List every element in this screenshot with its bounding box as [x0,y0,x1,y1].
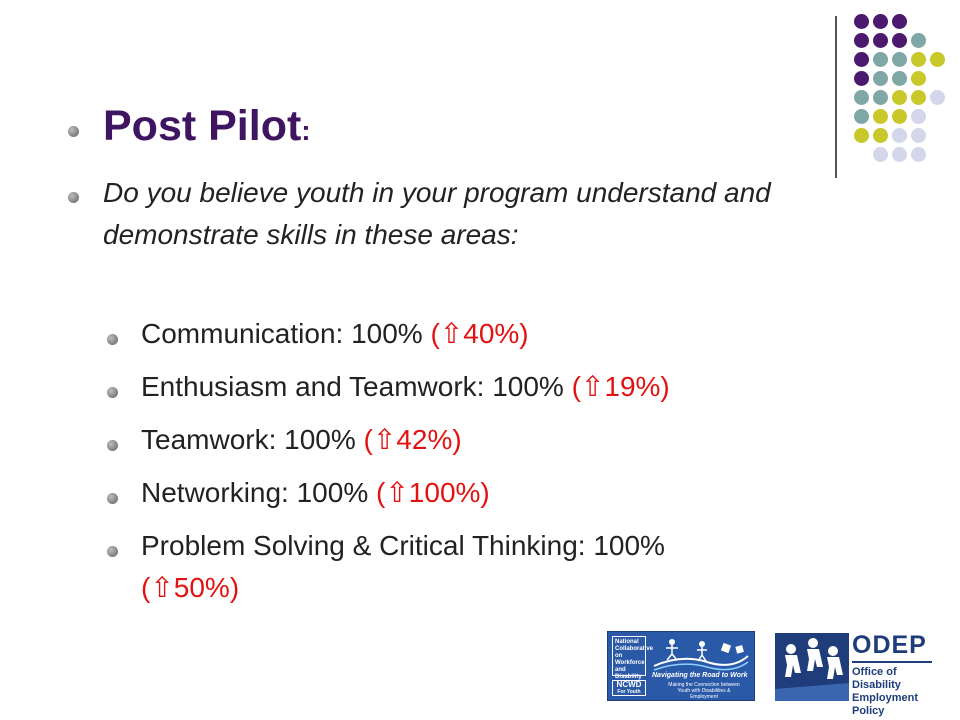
skill-item-problem-solving-change [141,567,239,609]
decorative-dot [854,128,869,143]
question-text: Do you believe youth in your program understand and demonstrate skills in these areas: [103,177,771,250]
decorative-dot [873,14,888,29]
decorative-dot [854,109,869,124]
skill-label: Problem Solving & Critical Thinking: 100% [141,530,665,561]
decorative-dot [892,109,907,124]
decorative-dot [873,147,888,162]
decorative-dot [892,71,907,86]
bullet-icon [107,546,118,557]
skill-label: Communication: 100% [141,318,431,349]
decorative-dot [873,52,888,67]
skill-change: (⇧50%) [141,572,240,603]
ncwd-tagline: Navigating the Road to Work [652,672,748,679]
skill-change: (⇧19%) [571,371,670,402]
skill-change: (⇧42%) [363,424,462,455]
ncwd-name-box [612,680,646,696]
decorative-dot [873,90,888,105]
decorative-dot [892,90,907,105]
odep-name: ODEP [852,631,927,659]
bullet-icon [107,387,118,398]
decorative-dot [892,33,907,48]
title-text: Post Pilot [103,102,302,150]
ncwd-name-sub: For Youth [617,689,641,695]
decorative-dot [854,90,869,105]
skill-item-teamwork [141,419,462,461]
ncwd-name: NCWD [616,680,642,689]
bullet-icon [68,192,79,203]
divider-line [835,16,837,178]
bullet-icon [107,334,118,345]
bullet-icon [68,126,79,137]
decorative-dot [892,52,907,67]
decorative-dot [930,90,945,105]
skill-item-problem-solving [141,525,665,567]
decorative-dot [911,128,926,143]
decorative-dot [930,52,945,67]
bullet-icon [107,440,118,451]
ncwd-logo [607,631,755,701]
ncwd-subtitle: Making the Connection between Youth with Disabilities & Employment [668,682,740,700]
slide-title [103,102,311,151]
title-colon: : [301,115,311,146]
decorative-dot [892,128,907,143]
decorative-dot [911,33,926,48]
decorative-dot [873,128,888,143]
odep-rule [852,661,932,663]
decorative-dot [873,33,888,48]
decorative-dot [911,71,926,86]
odep-subtitle: Office of Disability Employment Policy [852,666,919,717]
decorative-dot [911,147,926,162]
skill-label: Networking: 100% [141,477,377,508]
decorative-dot [873,109,888,124]
decorative-dot [892,14,907,29]
decorative-dot [854,52,869,67]
decorative-dot [892,147,907,162]
odep-logo [775,631,935,717]
decorative-dot [911,52,926,67]
ncwd-block-text: National Collaborative on Workforce and Disability [612,636,646,676]
skill-item-communication [141,313,529,355]
decorative-dot [854,14,869,29]
skill-change: (⇧40%) [430,318,529,349]
skill-change: (⇧100%) [376,477,490,508]
decorative-dot [854,71,869,86]
decorative-dot [873,71,888,86]
road-figures-icon [652,636,750,672]
bullet-icon [107,493,118,504]
skill-item-enthusiasm-teamwork [141,366,670,408]
odep-figures-icon [775,633,849,701]
decorative-dot [854,33,869,48]
decorative-dot [911,109,926,124]
decorative-dot-grid [848,14,948,154]
decorative-dot [911,90,926,105]
skill-label: Teamwork: 100% [141,424,364,455]
skill-item-networking [141,472,490,514]
skill-label: Enthusiasm and Teamwork: 100% [141,371,572,402]
